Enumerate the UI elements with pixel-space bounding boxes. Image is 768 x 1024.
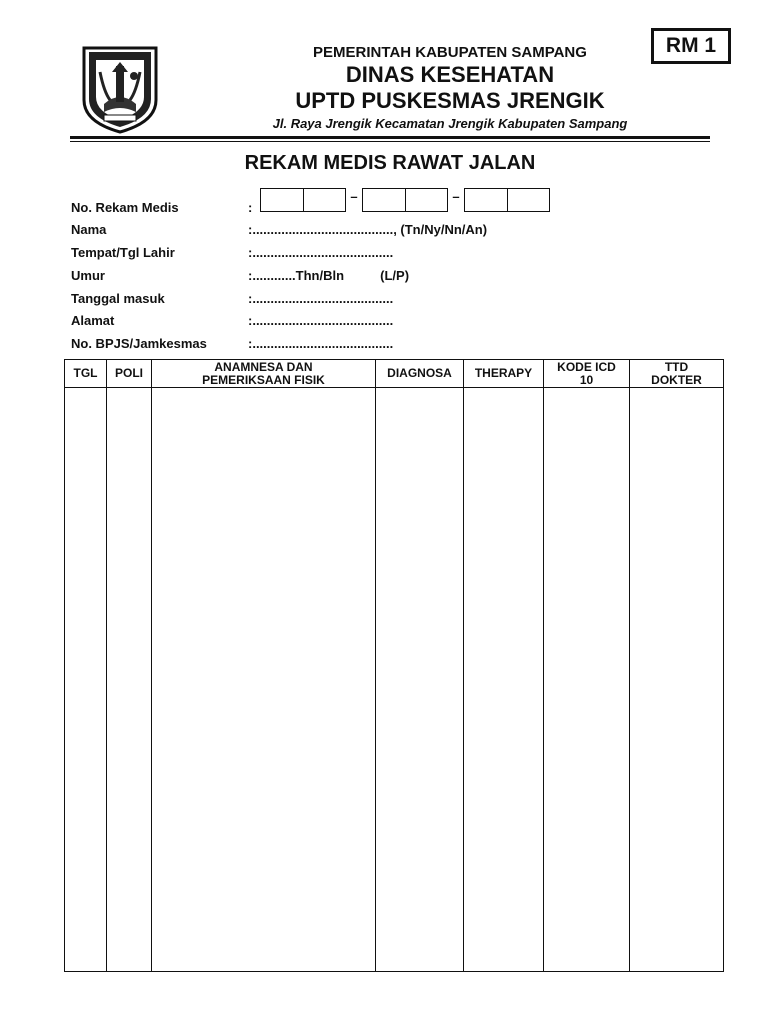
cell-diagnosa[interactable] xyxy=(376,388,464,972)
field-nama[interactable]: :......................................., (Tn/Ny/Nn/An) xyxy=(248,222,488,237)
cell-therapy[interactable] xyxy=(464,388,544,972)
label-no-bpjs: No. BPJS/Jamkesmas xyxy=(71,336,207,351)
rm-number-group-1[interactable] xyxy=(260,188,346,212)
column-header-diagnosa: DIAGNOSA xyxy=(376,360,464,388)
form-code-badge: RM 1 xyxy=(651,28,731,64)
label-tanggal-masuk: Tanggal masuk xyxy=(71,291,165,306)
column-header-therapy: THERAPY xyxy=(464,360,544,388)
rm-separator: – xyxy=(350,188,358,204)
medical-record-table xyxy=(64,359,724,972)
kabupaten-sampang-crest-icon xyxy=(74,42,166,134)
table-header-row xyxy=(65,360,724,388)
cell-tgl[interactable] xyxy=(65,388,107,972)
cell-poli[interactable] xyxy=(107,388,152,972)
column-header-ttd-dokter: TTD DOKTER xyxy=(630,360,724,388)
cell-kode-icd[interactable] xyxy=(544,388,630,972)
field-no-bpjs[interactable]: :....................................... xyxy=(248,336,394,351)
header-divider-thin xyxy=(70,141,710,142)
rekam-medis-number-boxes[interactable] xyxy=(260,188,550,212)
header-divider-thick xyxy=(70,136,710,139)
label-tempat-tgl-lahir: Tempat/Tgl Lahir xyxy=(71,245,175,260)
label-alamat: Alamat xyxy=(71,313,115,328)
label-no-rekam-medis: No. Rekam Medis xyxy=(71,200,179,215)
rm-number-group-2[interactable] xyxy=(362,188,448,212)
column-header-tgl: TGL xyxy=(65,360,107,388)
rm-number-group-3[interactable] xyxy=(464,188,550,212)
clinic-address: Jl. Raya Jrengik Kecamatan Jrengik Kabupaten Sampang xyxy=(272,116,628,131)
rm-separator: – xyxy=(452,188,460,204)
cell-ttd-dokter[interactable] xyxy=(630,388,724,972)
clinic-name: UPTD PUSKESMAS JRENGIK xyxy=(295,88,605,113)
field-umur[interactable]: :............Thn/Bln (L/P) xyxy=(248,268,410,283)
column-header-anamnesa: ANAMNESA DAN PEMERIKSAAN FISIK xyxy=(152,360,376,388)
department-name: DINAS KESEHATAN xyxy=(345,62,555,87)
table-row xyxy=(65,388,724,972)
field-alamat[interactable]: :....................................... xyxy=(248,313,394,328)
field-tempat-tgl-lahir[interactable]: :....................................... xyxy=(248,245,394,260)
cell-anamnesa[interactable] xyxy=(152,388,376,972)
colon-no-rekam-medis: : xyxy=(248,200,253,215)
column-header-poli: POLI xyxy=(107,360,152,388)
government-name: PEMERINTAH KABUPATEN SAMPANG xyxy=(313,44,587,61)
field-tanggal-masuk[interactable]: :....................................... xyxy=(248,291,394,306)
column-header-kode-icd: KODE ICD 10 xyxy=(544,360,630,388)
label-nama: Nama xyxy=(71,222,107,237)
form-title: REKAM MEDIS RAWAT JALAN xyxy=(244,152,536,174)
label-umur: Umur xyxy=(71,268,105,283)
